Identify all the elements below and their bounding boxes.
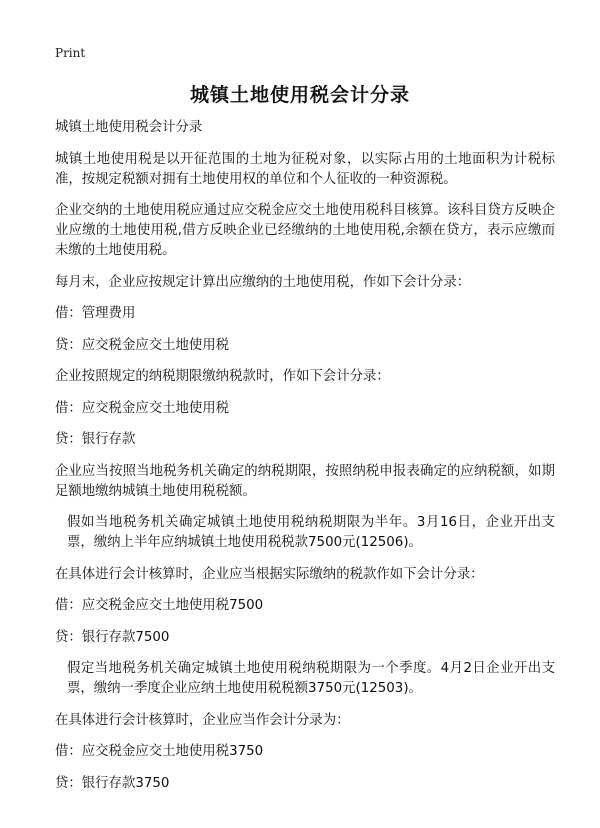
entry-credit: 贷：银行存款7500	[55, 629, 170, 645]
print-link[interactable]: Print	[55, 46, 86, 60]
document-body	[55, 118, 555, 805]
entry-credit: 贷：银行存款3750	[55, 775, 170, 791]
entry-debit: 借：应交税金应交土地使用税7500	[55, 598, 264, 613]
paragraph-month-end: 每月末，企业应按规定计算出应缴纳的土地使用税，作如下会计分录：	[55, 274, 471, 290]
paragraph-example-quarter: 假定当地税务机关确定城镇土地使用税纳税期限为一个季度。4月2日企业开出支票，缴纳一季度企业应纳土地使用税税额3750元(12503)。	[67, 661, 555, 696]
paragraph-accounting-note: 在具体进行会计核算时，企业应当作会计分录为：	[55, 712, 350, 728]
paragraph-definition: 城镇土地使用税是以开征范围的土地为征税对象，以实际占用的土地面积为计税标准，按规定税额对拥有土地使用权的单位和个人征收的一种资源税。	[55, 151, 555, 187]
entry-credit: 贷：应交税金应交土地使用税	[55, 337, 230, 353]
entry-debit: 借：应交税金应交土地使用税3750	[55, 744, 264, 759]
paragraph-deadline: 企业应当按照当地税务机关确定的纳税期限，按照纳税申报表确定的应纳税额，如期足额地缴纳城镇土地使用税税额。	[55, 463, 555, 499]
document-title: 城镇土地使用税会计分录	[189, 84, 410, 106]
entry-debit: 借：管理费用	[55, 306, 136, 321]
entry-debit: 借：应交税金应交土地使用税	[55, 400, 230, 416]
paragraph-example-half-year: 假如当地税务机关确定城镇土地使用税纳税期限为半年。3月16日，企业开出支票，缴纳上半年应纳城镇土地使用税税款7500元(12506)。	[67, 515, 555, 550]
entry-credit: 贷：银行存款	[55, 432, 136, 447]
paragraph-subtitle: 城镇土地使用税会计分录	[55, 120, 203, 135]
paragraph-accounting-note: 在具体进行会计核算时，企业应当根据实际缴纳的税款作如下会计分录：	[55, 566, 484, 582]
paragraph-account-explanation: 企业交纳的土地使用税应通过应交税金应交土地使用税科目核算。该科目贷方反映企业应缴的土地使用税,借方反映企业已经缴纳的土地使用税,余额在贷方，表示应缴而未缴的土地使用税。	[55, 203, 555, 258]
paragraph-payment: 企业按照规定的纳税期限缴纳税款时，作如下会计分录：	[55, 369, 390, 384]
